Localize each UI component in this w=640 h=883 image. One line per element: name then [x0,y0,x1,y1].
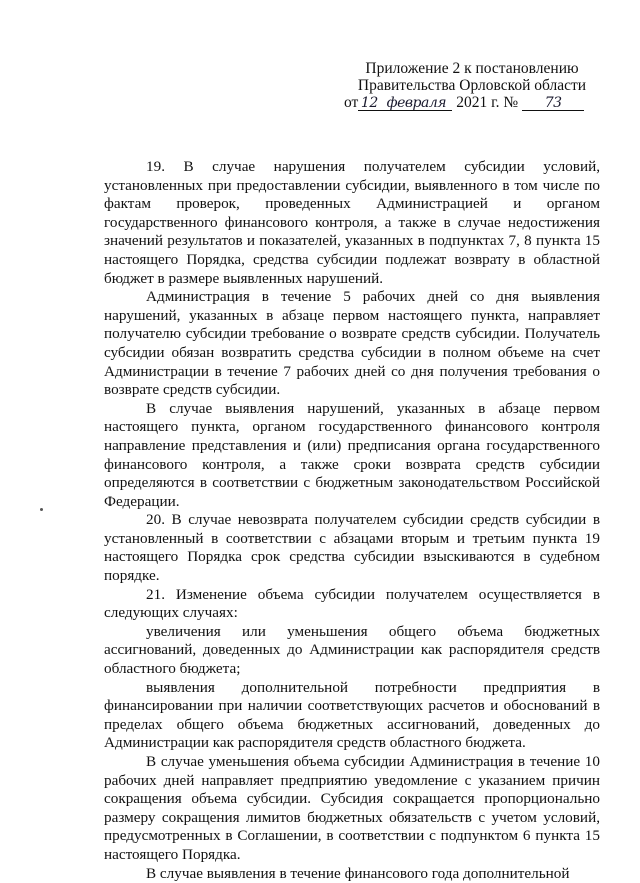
paragraph-19: 19. В случае нарушения получателем субсидии условий, установленных при предоставлении субсидии, выявленного в том числе по фактам проверок, проведенных Администрацией и органом государственного финансового контроля, а также в случае недостижения значений результатов и показателей, указанных в подпунктах 7, 8 пункта 15 настоящего Порядка, средства субсидии подлежат возврату в областной бюджет в размере выявленных нарушений. [104,158,600,287]
document-body [104,158,600,883]
appendix-title-line: Приложение 2 к постановлению [365,60,579,77]
date-year: 2021 г. № [456,94,519,111]
appendix-header [332,60,612,111]
paragraph-21-reduction: В случае уменьшения объема субсидии Администрация в течение 10 рабочих дней направляет предприятию уведомление с указанием причин сокращения объема субсидии. Субсидия сокращается пропорционально размеру сокращения лимитов бюджетных обязательств с учетом условий, предусмотренных в Соглашении, в соответствии с подпунктом 6 пункта 15 настоящего Порядка. [104,753,600,863]
appendix-date-line [332,94,612,111]
date-prefix: от [344,94,359,111]
date-day-handwritten: 12 [360,95,378,111]
paragraph-19-control-body: В случае выявления нарушений, указанных в абзаце первом настоящего пункта, органом государственного финансового контроля направление представления и (или) предписания органа государственного финансового контроля, а также сроки возврата средств субсидии определяются в соответствии с бюджетным законодательством Российской Федерации. [104,399,600,510]
paragraph-20: 20. В случае невозврата получателем субсидии средств субсидии в установленный в соответствии с абзацами вторым и третьим пункта 19 настоящего Порядка срок средства субсидии взыскиваются в судебном порядке. [104,511,600,585]
paragraph-21-case-1: увеличения или уменьшения общего объема бюджетных ассигнований, доведенных до Администрации как распорядителя средств областного бюджета; [104,622,600,678]
paragraph-21: 21. Изменение объема субсидии получателем осуществляется в следующих случаях: [104,585,600,622]
paragraph-21-case-2: выявления дополнительной потребности предприятия в финансировании при наличии соответствующих расчетов и обоснований в пределах общего объема бюджетных ассигнований, доведенных до Администрации как распорядителя средств областного бюджета. [104,678,600,752]
paragraph-21-increase: В случае выявления в течение финансового года дополнительной [146,864,570,882]
appendix-issuer-line: Правительства Орловской области [357,77,587,94]
date-month-field [380,96,452,111]
doc-number-handwritten: 73 [544,95,562,111]
doc-number-field [522,96,584,111]
date-month-handwritten: февраля [386,95,447,111]
date-day-field [358,96,380,111]
paragraph-19-return-notice: Администрация в течение 5 рабочих дней со дня выявления нарушений, указанных в абзаце первом настоящего пункта, направляет получателю субсидии требование о возврате средств субсидии. Получатель субсидии обязан возвратить средства субсидии в полном объеме на счет Администрации в течение 7 рабочих дней со дня получения требования о возврате средств субсидии. [104,288,600,399]
scan-speck [40,508,43,511]
